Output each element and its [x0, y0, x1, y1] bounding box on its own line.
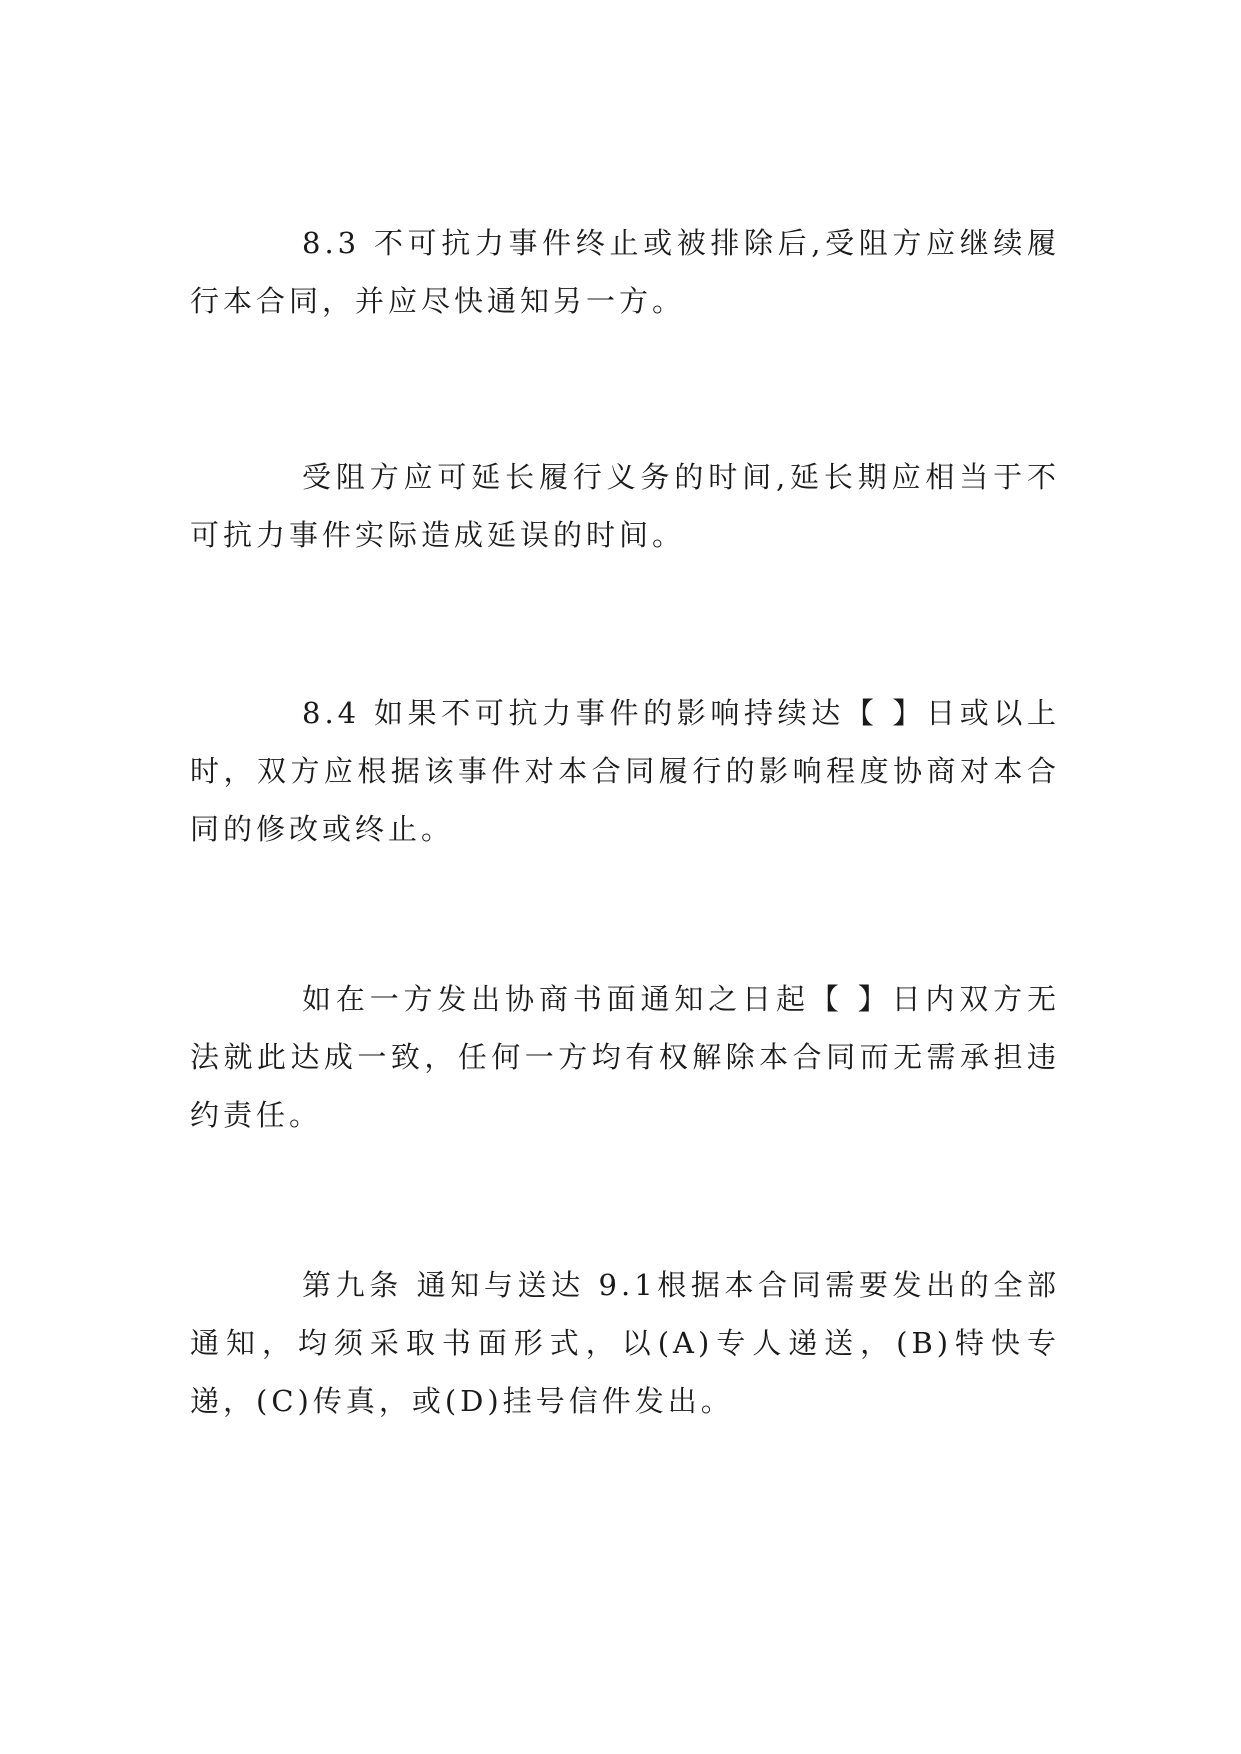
paragraph-termination-right: 如在一方发出协商书面通知之日起【 】日内双方无法就此达成一致，任何一方均有权解除本合同而无需承担违约责任。 — [190, 982, 1060, 1132]
paragraph-8-3: 8.3 不可抗力事件终止或被排除后,受阻方应继续履行本合同，并应尽快通知另一方。 — [190, 226, 1060, 318]
paragraph-8-4: 8.4 如果不可抗力事件的影响持续达【 】日或以上时，双方应根据该事件对本合同履行的影响程度协商对本合同的修改或终止。 — [190, 696, 1060, 846]
paragraph-article-9-notice: 第九条 通知与送达 9.1根据本合同需要发出的全部通知，均须采取书面形式，以(A)专人递送，(B)特快专递，(C)传真，或(D)挂号信件发出。 — [190, 1268, 1060, 1418]
paragraph-delay-extension: 受阻方应可延长履行义务的时间,延长期应相当于不可抗力事件实际造成延误的时间。 — [190, 460, 1060, 552]
